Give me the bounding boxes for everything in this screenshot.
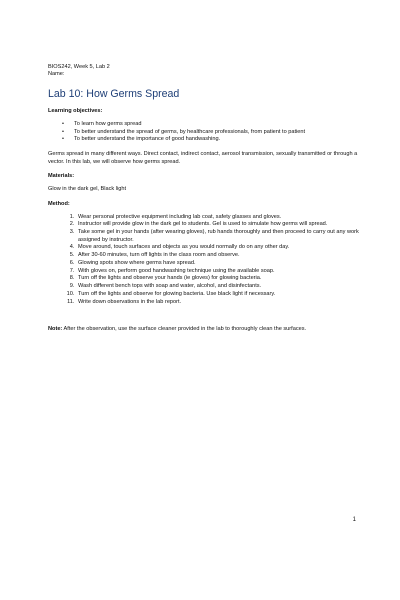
method-step: 10. Turn off the lights and observe for glowing bacteria. Use black light if necessary. [76,291,360,299]
method-step: 11. Write down observations in the lab report. [76,299,360,307]
objectives-list [48,121,360,144]
method-step: 8. Turn off the lights and observe your hands (ie gloves) for glowing bacteria. [76,275,360,283]
method-step: 6. Glowing spots show where germs have spread. [76,260,360,268]
method-step: 7. With gloves on, perform good handwashing technique using the available soap. [76,268,360,276]
page-number: 1 [352,517,356,523]
name-label: Name: [48,71,65,78]
method-step: 1. Wear personal protective equipment including lab coat, safety glasses and gloves. [76,214,360,222]
intro-paragraph: Germs spread in many different ways. Direct contact, indirect contact, aerosol transmission, sexually transmitted or through a vector. In this lab, we will observe how germs spread. [48,151,358,165]
header-block [48,64,360,79]
course-line: BIOS242, Week 5, Lab 2 [48,64,110,70]
objective-item: • To better understand the importance of good handwashing. [62,136,360,144]
materials-text: Glow in the dark gel, Black light [48,186,127,193]
method-steps [48,214,360,307]
method-step: 3. Take some gel in your hands (after wearing gloves), rub hands thoroughly and then proceed to carry out any work assigned by instructor. [76,229,360,244]
objectives-heading: Learning objectives: [48,108,103,115]
note-paragraph [48,326,360,334]
objective-item: • To better understand the spread of germs, by healthcare professionals, from patient to patient [62,129,360,137]
note-label: Note: [48,326,63,333]
method-step: 4. Move around, touch surfaces and objects as you would normally do on any other day. [76,244,360,252]
method-step: 9. Wash different bench tops with soap and water, alcohol, and disinfectants. [76,283,360,291]
method-heading: Method: [48,200,70,207]
page-title: Lab 10: How Germs Spread [48,87,180,100]
method-step: 2. Instructor will provide glow in the dark gel to students. Gel is used to simulate how germs will spread. [76,221,360,229]
method-step: 5. After 30-60 minutes, turn off lights in the class room and observe. [76,252,360,260]
note-text: After the observation, use the surface cleaner provided in the lab to thoroughly clean the surfaces. [62,326,307,333]
page-content [48,64,360,334]
materials-heading: Materials: [48,173,75,180]
objective-item: • To learn how germs spread [62,121,360,129]
